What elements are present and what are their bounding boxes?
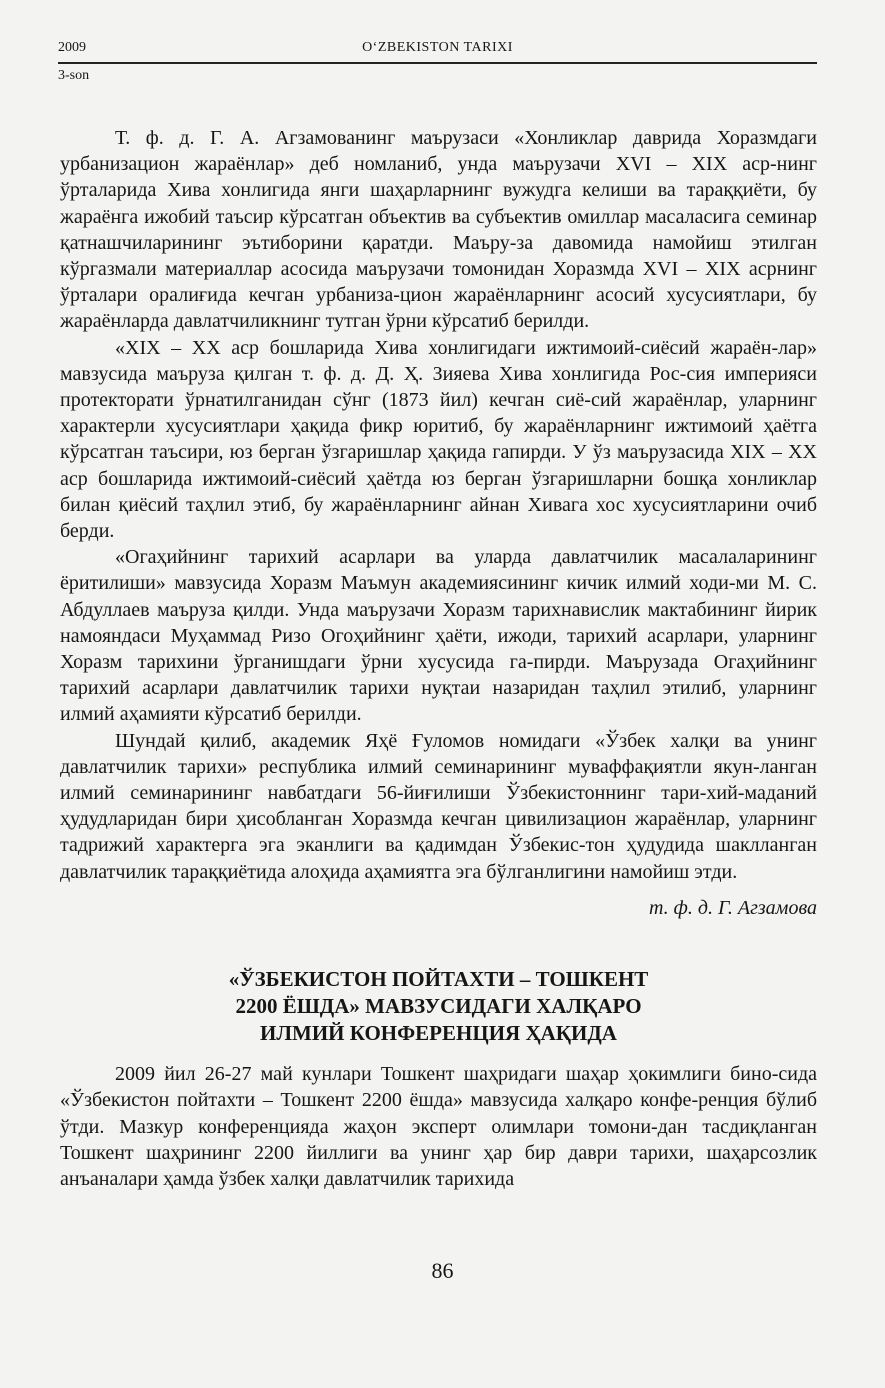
section-heading-line-2: 2200 ЁШДА» МАВЗУСИДАГИ ХАЛҚАРО (235, 994, 642, 1019)
article-body (60, 125, 817, 1192)
paragraph-conclusion: Шундай қилиб, академик Яҳё Ғуломов номидаги «Ўзбек халқи ва унинг давлатчилик тарихи» республика илмий семинарининг муваффақиятли якун-ланган илмий семинарининг навбатдаги 56-йиғилиши Ўзбекистоннинг тари-хий-маданий ҳудудларидан бири ҳисобланган Хоразмда кечган цивилизацион жараёнлар, уларнинг тадрижий характерга эга эканлиги ва қадимдан Ўзбекис-тон ҳудудида шаклланган давлатчилик тараққиётида алоҳида аҳамиятга эга бўлганлигини намойиш этди. (60, 729, 817, 883)
section-heading-line-1: «ЎЗБЕКИСТОН ПОЙТАХТИ – ТОШКЕНТ (228, 967, 649, 992)
section-heading (60, 966, 817, 1047)
author-signature: т. ф. д. Г. Агзамова (648, 896, 817, 919)
running-header (58, 40, 817, 64)
section-heading-line-3: ИЛМИЙ КОНФЕРЕНЦИЯ ҲАҚИДА (260, 1021, 617, 1046)
paragraph-conference: 2009 йил 26-27 май кунлари Тошкент шаҳридаги шаҳар ҳокимлиги бино-сида «Ўзбекистон пойтахти – Тошкент 2200 ёшда» мавзусида халқаро конфе-ренция бўлиб ўтди. Мазкур конференцияда жаҳон эксперт олимлари томони-дан тасдиқланган Тошкент шаҳрининг 2200 йиллиги ва унинг ҳар бир даври тарихи, шаҳарсозлик анъаналари ҳамда ўзбек халқи давлатчилик тарихида (60, 1063, 817, 1190)
header-rule (58, 62, 817, 64)
issue-number: 3-son (58, 68, 90, 83)
page-number: 86 (431, 1258, 454, 1283)
paragraph-abdullaev: «Огаҳийнинг тарихий асарлари ва уларда давлатчилик масалаларининг ёритилиши» мавзусида Хоразм Маъмун академиясининг кичик илмий ходи-ми М. С. Абдуллаев маъруза қилди. Унда маърузачи Хоразм тарихнавислик мактабининг йирик намояндаси Муҳаммад Ризо Огоҳийнинг ҳаёти, ижоди, тарихий асарлари, уларнинг Хоразм тарихини ўрганишдаги ўрни хусусида га-пирди. Маърузада Огаҳийнинг тарихий асарлари давлатчилик тарихи нуқтаи назаридан таҳлил этилиб, уларнинг илмий аҳамияти кўрсатиб берилди. (60, 546, 817, 726)
paragraph-agzamova: Т. ф. д. Г. А. Агзамованинг маърузаси «Хонликлар даврида Хоразмдаги урбанизацион жараёнлар» деб номланиб, унда маърузачи XVI – XIX аср-нинг ўрталарида Хива хонлигида янги шаҳарларнинг вужудга келиши ва тараққиёти, бу жараёнга ижобий таъсир кўрсатган объектив ва субъектив омиллар масаласига семинар қатнашчиларининг эътиборини қаратди. Маъру-за давомида намойиш этилган кўргазмали материаллар асосида маърузачи томонидан Хоразмда XVI – XIX асрнинг ўрталари оралиғида кечган урбаниза-цион жараёнларнинг асосий хусусиятлари, бу жараёнларда давлатчиликнинг тутган ўрни кўрсатиб берилди. (60, 127, 817, 333)
header-year: 2009 (58, 40, 86, 55)
paragraph-ziyaeva: «XIX – XX аср бошларида Хива хонлигидаги ижтимоий-сиёсий жараён-лар» мавзусида маъруза қилган т. ф. д. Д. Ҳ. Зияева Хива хонлигида Рос-сия империяси протекторати ўрнатилганидан сўнг (1873 йил) кечган сиё-сий жараёнлар, уларнинг характерли хусусиятлари ҳақида фикр юритиб, бу жараёнларнинг ижтимоий ҳаётга кўрсатган таъсири, юз берган ўзгаришлар ҳақида гапирди. У ўз маърузасида XIX – XX аср бошларида ижтимоий-сиёсий ҳаётда юз берган ўзгаришларни бошқа хонликлар билан қиёсий таҳлил этиб, бу жараёнларнинг айнан Хивага хос хусусиятларини очиб берди. (60, 336, 817, 543)
journal-title: O‘ZBEKISTON TARIXI (362, 40, 513, 55)
